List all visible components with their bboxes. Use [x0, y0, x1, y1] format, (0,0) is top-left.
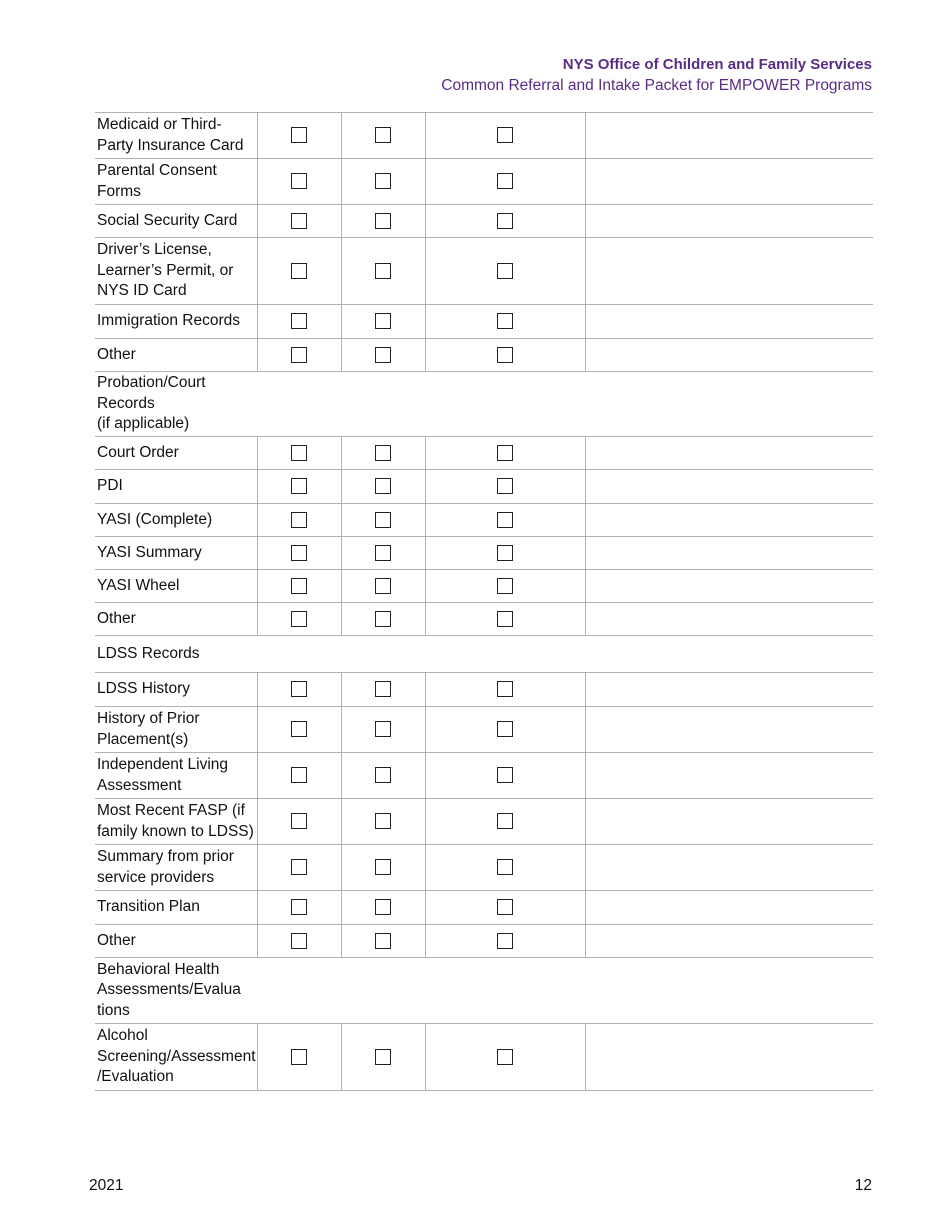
checkbox-2[interactable]	[375, 127, 391, 143]
document-label	[95, 437, 257, 470]
document-label	[95, 113, 257, 159]
checkbox-cell	[341, 753, 425, 799]
label-line: tions	[97, 1001, 130, 1019]
checkbox-cell	[257, 470, 341, 504]
checkbox-cell	[257, 570, 341, 603]
notes-cell[interactable]	[585, 437, 873, 470]
checkbox-2[interactable]	[375, 933, 391, 949]
checkbox-1[interactable]	[291, 127, 307, 143]
notes-cell[interactable]	[585, 537, 873, 570]
checkbox-cell	[425, 603, 585, 636]
checkbox-cell	[341, 891, 425, 925]
label-line: Placement(s)	[97, 730, 189, 748]
document-label	[95, 570, 257, 603]
checklist-row	[95, 707, 873, 753]
label-line: Summary from prior	[97, 847, 234, 865]
section-filler	[257, 636, 873, 673]
checkbox-1[interactable]	[291, 173, 307, 189]
label-line: Social Security Card	[97, 211, 238, 229]
label-line: Medicaid or Third-	[97, 115, 222, 133]
document-label	[95, 707, 257, 753]
checkbox-cell	[257, 845, 341, 891]
header-organization: NYS Office of Children and Family Services	[562, 56, 872, 73]
checkbox-cell	[341, 113, 425, 159]
checkbox-cell	[341, 305, 425, 339]
checkbox-2[interactable]	[375, 681, 391, 697]
checkbox-cell	[257, 603, 341, 636]
document-label	[95, 1024, 257, 1091]
document-label	[95, 339, 257, 372]
notes-cell[interactable]	[585, 205, 873, 238]
checkbox-cell	[257, 305, 341, 339]
checkbox-3[interactable]	[497, 478, 513, 494]
label-line: Alcohol	[97, 1027, 148, 1045]
checkbox-3[interactable]	[497, 512, 513, 528]
footer-year: 2021	[89, 1177, 124, 1194]
checkbox-cell	[341, 925, 425, 958]
notes-cell[interactable]	[585, 845, 873, 891]
checkbox-2[interactable]	[375, 512, 391, 528]
checkbox-2[interactable]	[375, 721, 391, 737]
checkbox-1[interactable]	[291, 545, 307, 561]
checkbox-3[interactable]	[497, 127, 513, 143]
checkbox-2[interactable]	[375, 578, 391, 594]
checkbox-2[interactable]	[375, 263, 391, 279]
checklist-row	[95, 437, 873, 470]
notes-cell[interactable]	[585, 339, 873, 372]
checkbox-3[interactable]	[497, 313, 513, 329]
section-header-row	[95, 372, 873, 437]
checkbox-2[interactable]	[375, 445, 391, 461]
label-line: Screening/Assessment	[97, 1047, 256, 1065]
checklist-row	[95, 925, 873, 958]
checkbox-3[interactable]	[497, 681, 513, 697]
document-label	[95, 673, 257, 707]
document-label	[95, 159, 257, 205]
checkbox-2[interactable]	[375, 767, 391, 783]
checkbox-1[interactable]	[291, 933, 307, 949]
checkbox-1[interactable]	[291, 213, 307, 229]
checkbox-cell	[257, 238, 341, 305]
checkbox-cell	[425, 159, 585, 205]
checkbox-1[interactable]	[291, 578, 307, 594]
document-checklist-table	[95, 112, 873, 1091]
checkbox-cell	[425, 339, 585, 372]
label-line: History of Prior	[97, 709, 200, 727]
label-line: PDI	[97, 477, 123, 495]
label-line: Forms	[97, 182, 141, 200]
checkbox-1[interactable]	[291, 859, 307, 875]
checkbox-3[interactable]	[497, 1049, 513, 1065]
section-title	[95, 958, 257, 1024]
header-subtitle: Common Referral and Intake Packet for EMPOWER Programs	[441, 77, 872, 94]
checklist-row	[95, 570, 873, 603]
label-line: NYS ID Card	[97, 282, 187, 300]
notes-cell[interactable]	[585, 1024, 873, 1091]
checklist-row	[95, 504, 873, 537]
checkbox-cell	[257, 437, 341, 470]
checkbox-cell	[341, 799, 425, 845]
checklist-row	[95, 603, 873, 636]
label-line: YASI Wheel	[97, 576, 180, 594]
checklist-row	[95, 205, 873, 238]
checklist-row	[95, 470, 873, 504]
notes-cell[interactable]	[585, 603, 873, 636]
document-label	[95, 205, 257, 238]
checkbox-cell	[425, 238, 585, 305]
label-line: YASI (Complete)	[97, 510, 213, 528]
notes-cell[interactable]	[585, 504, 873, 537]
notes-cell[interactable]	[585, 673, 873, 707]
checkbox-cell	[425, 205, 585, 238]
label-line: Other	[97, 609, 136, 627]
checkbox-cell	[425, 799, 585, 845]
checkbox-cell	[257, 504, 341, 537]
checkbox-cell	[341, 537, 425, 570]
checkbox-1[interactable]	[291, 611, 307, 627]
checklist-row	[95, 113, 873, 159]
checkbox-2[interactable]	[375, 213, 391, 229]
checklist-row	[95, 891, 873, 925]
label-line: family known to LDSS)	[97, 822, 254, 840]
checkbox-cell	[425, 470, 585, 504]
checklist-row	[95, 537, 873, 570]
checkbox-2[interactable]	[375, 899, 391, 915]
checkbox-cell	[341, 470, 425, 504]
checkbox-cell	[257, 159, 341, 205]
notes-cell[interactable]	[585, 159, 873, 205]
checkbox-3[interactable]	[497, 933, 513, 949]
label-line: Transition Plan	[97, 898, 200, 916]
notes-cell[interactable]	[585, 753, 873, 799]
checklist-row	[95, 799, 873, 845]
document-label	[95, 305, 257, 339]
checkbox-2[interactable]	[375, 813, 391, 829]
label-line: Records	[97, 394, 155, 412]
checkbox-1[interactable]	[291, 512, 307, 528]
notes-cell[interactable]	[585, 799, 873, 845]
checkbox-3[interactable]	[497, 813, 513, 829]
checkbox-cell	[341, 159, 425, 205]
document-label	[95, 845, 257, 891]
checklist-row	[95, 159, 873, 205]
checkbox-cell	[341, 603, 425, 636]
checkbox-cell	[425, 707, 585, 753]
checkbox-1[interactable]	[291, 1049, 307, 1065]
checkbox-cell	[257, 1024, 341, 1091]
checklist-row	[95, 238, 873, 305]
checklist-row	[95, 305, 873, 339]
label-line: LDSS History	[97, 680, 191, 698]
checkbox-1[interactable]	[291, 813, 307, 829]
section-filler	[257, 958, 873, 1024]
checkbox-3[interactable]	[497, 859, 513, 875]
document-label	[95, 891, 257, 925]
checkbox-1[interactable]	[291, 478, 307, 494]
document-label	[95, 537, 257, 570]
checkbox-cell	[341, 504, 425, 537]
checkbox-cell	[341, 570, 425, 603]
checkbox-cell	[257, 205, 341, 238]
section-title	[95, 372, 257, 437]
checkbox-cell	[341, 437, 425, 470]
label-line: Behavioral Health	[97, 960, 220, 978]
checkbox-1[interactable]	[291, 767, 307, 783]
label-line: Court Order	[97, 443, 179, 461]
checkbox-1[interactable]	[291, 721, 307, 737]
checkbox-cell	[257, 707, 341, 753]
checkbox-3[interactable]	[497, 213, 513, 229]
page-number: 12	[854, 1177, 872, 1194]
label-line: Probation/Court	[97, 374, 206, 392]
checkbox-cell	[425, 113, 585, 159]
checkbox-cell	[425, 437, 585, 470]
checklist-row	[95, 845, 873, 891]
notes-cell[interactable]	[585, 891, 873, 925]
document-label	[95, 603, 257, 636]
checkbox-cell	[425, 845, 585, 891]
checkbox-1[interactable]	[291, 681, 307, 697]
checkbox-3[interactable]	[497, 721, 513, 737]
checkbox-cell	[425, 673, 585, 707]
checkbox-3[interactable]	[497, 611, 513, 627]
checkbox-3[interactable]	[497, 445, 513, 461]
notes-cell[interactable]	[585, 305, 873, 339]
notes-cell[interactable]	[585, 707, 873, 753]
label-line: (if applicable)	[97, 415, 190, 433]
section-filler	[257, 372, 873, 437]
checkbox-1[interactable]	[291, 347, 307, 363]
label-line: Assessments/Evalua	[97, 981, 241, 999]
checkbox-cell	[425, 753, 585, 799]
checkbox-cell	[341, 238, 425, 305]
checklist-row	[95, 1024, 873, 1091]
document-label	[95, 238, 257, 305]
checkbox-1[interactable]	[291, 263, 307, 279]
checkbox-2[interactable]	[375, 313, 391, 329]
notes-cell[interactable]	[585, 570, 873, 603]
label-line: Parental Consent	[97, 161, 217, 179]
checkbox-3[interactable]	[497, 578, 513, 594]
label-line: Assessment	[97, 776, 182, 794]
checkbox-cell	[425, 1024, 585, 1091]
checklist-row	[95, 673, 873, 707]
notes-cell[interactable]	[585, 113, 873, 159]
checkbox-2[interactable]	[375, 173, 391, 189]
checkbox-cell	[425, 504, 585, 537]
notes-cell[interactable]	[585, 238, 873, 305]
section-header-row	[95, 958, 873, 1024]
label-line: /Evaluation	[97, 1068, 174, 1086]
checkbox-cell	[341, 845, 425, 891]
checkbox-cell	[341, 339, 425, 372]
checkbox-cell	[425, 891, 585, 925]
notes-cell[interactable]	[585, 925, 873, 958]
checkbox-1[interactable]	[291, 313, 307, 329]
checkbox-1[interactable]	[291, 445, 307, 461]
checkbox-cell	[341, 1024, 425, 1091]
checklist-row	[95, 753, 873, 799]
checkbox-cell	[341, 205, 425, 238]
label-line: Party Insurance Card	[97, 136, 244, 154]
checkbox-2[interactable]	[375, 1049, 391, 1065]
checkbox-cell	[257, 339, 341, 372]
document-label	[95, 504, 257, 537]
checkbox-3[interactable]	[497, 347, 513, 363]
document-label	[95, 925, 257, 958]
checkbox-cell	[341, 707, 425, 753]
checkbox-2[interactable]	[375, 611, 391, 627]
checkbox-3[interactable]	[497, 767, 513, 783]
checkbox-3[interactable]	[497, 545, 513, 561]
label-line: service providers	[97, 868, 215, 886]
checkbox-2[interactable]	[375, 347, 391, 363]
checkbox-cell	[257, 891, 341, 925]
label-line: Driver’s License,	[97, 241, 212, 259]
checkbox-2[interactable]	[375, 545, 391, 561]
checklist-row	[95, 339, 873, 372]
label-line: Most Recent FASP (if	[97, 801, 245, 819]
label-line: Independent Living	[97, 755, 229, 773]
label-line: Other	[97, 345, 136, 363]
checkbox-cell	[257, 925, 341, 958]
checkbox-cell	[425, 537, 585, 570]
label-line: Immigration Records	[97, 312, 240, 330]
notes-cell[interactable]	[585, 470, 873, 504]
label-line: LDSS Records	[97, 644, 200, 662]
checkbox-2[interactable]	[375, 478, 391, 494]
checkbox-cell	[257, 753, 341, 799]
checkbox-2[interactable]	[375, 859, 391, 875]
checkbox-3[interactable]	[497, 173, 513, 189]
checkbox-3[interactable]	[497, 263, 513, 279]
checkbox-cell	[257, 537, 341, 570]
checkbox-cell	[257, 113, 341, 159]
checkbox-1[interactable]	[291, 899, 307, 915]
checkbox-cell	[257, 799, 341, 845]
document-label	[95, 470, 257, 504]
checkbox-cell	[425, 925, 585, 958]
section-header-row	[95, 636, 873, 673]
checkbox-cell	[257, 673, 341, 707]
checkbox-cell	[425, 570, 585, 603]
label-line: Learner’s Permit, or	[97, 261, 234, 279]
label-line: Other	[97, 931, 136, 949]
checkbox-cell	[425, 305, 585, 339]
section-title	[95, 636, 257, 673]
label-line: YASI Summary	[97, 543, 202, 561]
checkbox-cell	[341, 673, 425, 707]
checkbox-3[interactable]	[497, 899, 513, 915]
document-label	[95, 799, 257, 845]
document-label	[95, 753, 257, 799]
